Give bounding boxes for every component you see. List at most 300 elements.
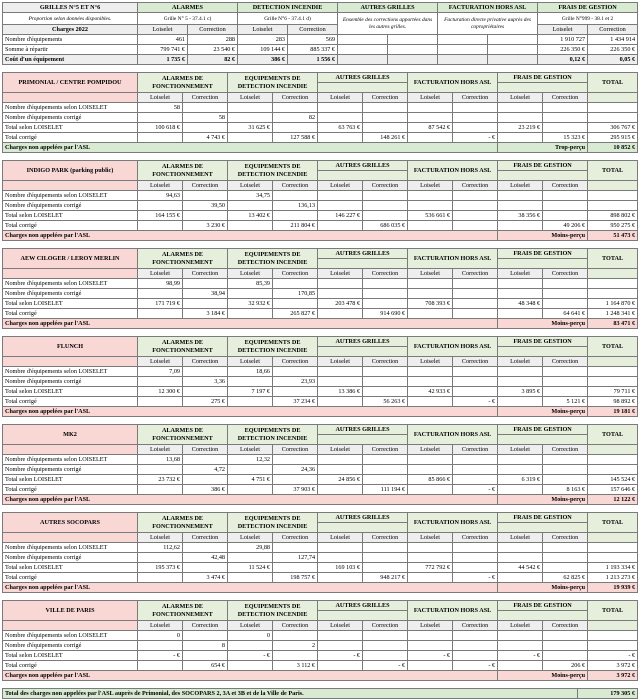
cell-total: 950 275 € bbox=[588, 221, 638, 231]
cell bbox=[183, 543, 228, 553]
subhdr-correction: Correction bbox=[273, 93, 318, 103]
cell-total: 1 193 334 € bbox=[588, 563, 638, 573]
subhdr-loiselet: Loiselet bbox=[138, 93, 183, 103]
row-label: Total selon LOISELET bbox=[3, 299, 138, 309]
cell bbox=[318, 465, 363, 475]
cell bbox=[363, 367, 408, 377]
cell: 12,32 bbox=[228, 455, 273, 465]
cell bbox=[338, 55, 388, 65]
cell: 4 743 € bbox=[183, 133, 228, 143]
row-nb-loiselet bbox=[3, 631, 638, 641]
col-alarmes-header: ALARMES DE FONCTIONNEMENT bbox=[138, 425, 228, 445]
col-total-header: TOTAL bbox=[588, 249, 638, 269]
subhdr-correction: Correction bbox=[183, 445, 228, 455]
cell bbox=[138, 377, 183, 387]
cell bbox=[453, 113, 498, 123]
cell bbox=[543, 465, 588, 475]
cell bbox=[183, 651, 228, 661]
cell bbox=[498, 309, 543, 319]
cell: 37 903 € bbox=[273, 485, 318, 495]
cell bbox=[543, 113, 588, 123]
cell bbox=[408, 133, 453, 143]
balance-label: Moins-perçu bbox=[498, 407, 588, 417]
cell bbox=[183, 631, 228, 641]
cell bbox=[318, 103, 363, 113]
cell bbox=[363, 289, 408, 299]
cell bbox=[318, 289, 363, 299]
cell bbox=[543, 631, 588, 641]
subhdr-loiselet: Loiselet bbox=[408, 269, 453, 279]
cell bbox=[273, 543, 318, 553]
subhdr-loiselet: Loiselet bbox=[138, 621, 183, 631]
cell: 206 € bbox=[543, 661, 588, 671]
charges-non-label: Charges non appelées par l'ASL bbox=[3, 671, 498, 681]
cell bbox=[453, 377, 498, 387]
cell bbox=[183, 103, 228, 113]
cell bbox=[498, 641, 543, 651]
subhdr-total-spacer bbox=[588, 621, 638, 631]
summary-row-label-cout: Coût d'un équipement bbox=[3, 55, 138, 65]
cell bbox=[318, 309, 363, 319]
cell bbox=[498, 543, 543, 553]
summary-sub-frais: Grille N°999 - 38.1 et 2 bbox=[538, 13, 638, 25]
cell bbox=[318, 661, 363, 671]
row-label: Total selon LOISELET bbox=[3, 387, 138, 397]
cell bbox=[318, 543, 363, 553]
cell: 56 263 € bbox=[363, 397, 408, 407]
subhdr-loiselet: Loiselet bbox=[228, 269, 273, 279]
cell bbox=[273, 563, 318, 573]
block-subheader-row bbox=[3, 269, 638, 279]
block-subheader-spacer bbox=[3, 93, 138, 103]
col-frais-header-2 bbox=[498, 171, 588, 181]
col-facturation-header: FACTURATION HORS ASL bbox=[408, 249, 498, 269]
cell bbox=[138, 661, 183, 671]
cell-total: - € bbox=[588, 651, 638, 661]
cell bbox=[453, 367, 498, 377]
summary-row-label-somme: Somme à répartir bbox=[3, 45, 138, 55]
cell bbox=[363, 455, 408, 465]
cell bbox=[408, 465, 453, 475]
summary-subhdr-2: Loiselet bbox=[238, 25, 288, 35]
col-autres-header: AUTRES GRILLES bbox=[318, 161, 408, 171]
cell bbox=[543, 299, 588, 309]
row-total-corrige bbox=[3, 309, 638, 319]
grand-total-label: Total des charges non appelées par l'ASL auprès de Primonial, des SOCOPARS 2, 3A et 3B et de la Ville de Paris. bbox=[3, 689, 578, 699]
cell bbox=[318, 367, 363, 377]
subhdr-loiselet: Loiselet bbox=[228, 357, 273, 367]
col-autres-header-2 bbox=[318, 611, 408, 621]
subhdr-correction: Correction bbox=[183, 93, 228, 103]
col-autres-header-2 bbox=[318, 347, 408, 357]
balance-value: 51 473 € bbox=[588, 231, 638, 241]
cell: 3 184 € bbox=[183, 309, 228, 319]
summary-sub-alarmes: Grille N° 5 - 37.4.1 c) bbox=[138, 13, 238, 25]
row-nb-corrige bbox=[3, 377, 638, 387]
col-frais-header: FRAIS DE GESTION bbox=[498, 73, 588, 83]
cell bbox=[588, 113, 638, 123]
block-subheader-spacer bbox=[3, 181, 138, 191]
cell: 24,36 bbox=[273, 465, 318, 475]
cell bbox=[273, 103, 318, 113]
col-frais-header-2 bbox=[498, 611, 588, 621]
row-label: Nombre d'équipements selon LOISELET bbox=[3, 543, 138, 553]
subhdr-loiselet: Loiselet bbox=[228, 445, 273, 455]
cell bbox=[363, 465, 408, 475]
row-label: Total corrigé bbox=[3, 661, 138, 671]
cell: 38,94 bbox=[183, 289, 228, 299]
subhdr-loiselet: Loiselet bbox=[408, 357, 453, 367]
cell bbox=[453, 289, 498, 299]
cell bbox=[318, 641, 363, 651]
cell-total: 98 892 € bbox=[588, 397, 638, 407]
cell bbox=[183, 123, 228, 133]
col-frais-header: FRAIS DE GESTION bbox=[498, 601, 588, 611]
row-label: Total selon LOISELET bbox=[3, 123, 138, 133]
col-frais-header: FRAIS DE GESTION bbox=[498, 513, 588, 523]
cell bbox=[318, 573, 363, 583]
block-table-4 bbox=[2, 424, 638, 505]
subhdr-correction: Correction bbox=[183, 533, 228, 543]
subhdr-correction: Correction bbox=[453, 445, 498, 455]
cell bbox=[498, 191, 543, 201]
cell: 29,88 bbox=[228, 543, 273, 553]
cell: 211 804 € bbox=[273, 221, 318, 231]
col-total-header: TOTAL bbox=[588, 425, 638, 445]
block-header-row bbox=[3, 513, 638, 523]
cell bbox=[453, 191, 498, 201]
balance-label: Moins-perçu bbox=[498, 671, 588, 681]
cell bbox=[273, 367, 318, 377]
cell bbox=[183, 475, 228, 485]
subhdr-total-spacer bbox=[588, 445, 638, 455]
row-charges-non-appelees bbox=[3, 495, 638, 505]
cell: 62 825 € bbox=[543, 573, 588, 583]
cell bbox=[228, 133, 273, 143]
cell bbox=[498, 201, 543, 211]
block-subheader-spacer bbox=[3, 269, 138, 279]
col-total-header: TOTAL bbox=[588, 513, 638, 533]
cell bbox=[453, 211, 498, 221]
summary-subhdr-9: Correction bbox=[588, 25, 638, 35]
cell bbox=[273, 651, 318, 661]
cell bbox=[408, 543, 453, 553]
cell bbox=[388, 55, 438, 65]
cell bbox=[138, 465, 183, 475]
cell bbox=[543, 543, 588, 553]
cell: 948 217 € bbox=[363, 573, 408, 583]
cell: 288 bbox=[188, 35, 238, 45]
cell: 0 bbox=[138, 631, 183, 641]
cell bbox=[338, 35, 388, 45]
cell bbox=[138, 201, 183, 211]
cell bbox=[228, 201, 273, 211]
cell: 0 bbox=[228, 631, 273, 641]
subhdr-total-spacer bbox=[588, 93, 638, 103]
cell bbox=[318, 553, 363, 563]
balance-label: Moins-perçu bbox=[498, 583, 588, 593]
grand-total-row bbox=[3, 689, 638, 699]
cell bbox=[438, 45, 488, 55]
summary-col-facturation: FACTURATION HORS ASL bbox=[438, 3, 538, 13]
cell bbox=[273, 475, 318, 485]
cell bbox=[318, 397, 363, 407]
cell bbox=[183, 387, 228, 397]
cell bbox=[498, 631, 543, 641]
cell bbox=[388, 45, 438, 55]
subhdr-loiselet: Loiselet bbox=[318, 621, 363, 631]
block-subheader-spacer bbox=[3, 621, 138, 631]
subhdr-loiselet: Loiselet bbox=[498, 621, 543, 631]
cell: 169 103 € bbox=[318, 563, 363, 573]
row-nb-corrige bbox=[3, 641, 638, 651]
row-total-loiselet bbox=[3, 475, 638, 485]
col-detection-header: EQUIPEMENTS DE DETECTION INCENDIE bbox=[228, 249, 318, 269]
summary-col-autres: AUTRES GRILLES bbox=[338, 3, 438, 13]
balance-value: 19 939 € bbox=[588, 583, 638, 593]
cell: 7,09 bbox=[138, 367, 183, 377]
charges-non-label: Charges non appelées par l'ASL bbox=[3, 319, 498, 329]
cell: 42,48 bbox=[183, 553, 228, 563]
row-total-corrige bbox=[3, 221, 638, 231]
subhdr-loiselet: Loiselet bbox=[498, 93, 543, 103]
summary-subtitle-row bbox=[3, 13, 638, 25]
cell-total: 898 802 € bbox=[588, 211, 638, 221]
subhdr-loiselet: Loiselet bbox=[228, 181, 273, 191]
cell: 226 350 € bbox=[538, 45, 588, 55]
cell bbox=[228, 309, 273, 319]
charges-non-label: Charges non appelées par l'ASL bbox=[3, 143, 498, 153]
subhdr-loiselet: Loiselet bbox=[228, 533, 273, 543]
cell bbox=[588, 201, 638, 211]
block-header-row bbox=[3, 425, 638, 435]
col-detection-header: EQUIPEMENTS DE DETECTION INCENDIE bbox=[228, 601, 318, 621]
subhdr-correction: Correction bbox=[543, 93, 588, 103]
row-nb-corrige bbox=[3, 553, 638, 563]
cell bbox=[318, 221, 363, 231]
row-label: Nombre d'équipements corrigé bbox=[3, 641, 138, 651]
col-autres-header: AUTRES GRILLES bbox=[318, 425, 408, 435]
row-label: Total selon LOISELET bbox=[3, 563, 138, 573]
cell: 386 € bbox=[238, 55, 288, 65]
cell: 1 434 914 bbox=[588, 35, 638, 45]
cell bbox=[588, 641, 638, 651]
cell bbox=[363, 631, 408, 641]
subhdr-correction: Correction bbox=[363, 269, 408, 279]
subhdr-correction: Correction bbox=[183, 269, 228, 279]
block-subheader-row bbox=[3, 533, 638, 543]
cell bbox=[183, 299, 228, 309]
cell: 64 641 € bbox=[543, 309, 588, 319]
cell bbox=[363, 279, 408, 289]
subhdr-correction: Correction bbox=[543, 621, 588, 631]
cell bbox=[228, 465, 273, 475]
row-total-corrige bbox=[3, 573, 638, 583]
cell bbox=[138, 397, 183, 407]
cell bbox=[138, 573, 183, 583]
subhdr-correction: Correction bbox=[363, 357, 408, 367]
cell bbox=[498, 221, 543, 231]
cell bbox=[453, 553, 498, 563]
cell bbox=[588, 455, 638, 465]
summary-subhdr-8: Loiselet bbox=[538, 25, 588, 35]
subhdr-correction: Correction bbox=[273, 269, 318, 279]
cell bbox=[363, 553, 408, 563]
cell: 8 163 € bbox=[543, 485, 588, 495]
subhdr-loiselet: Loiselet bbox=[498, 181, 543, 191]
balance-label: Trop-perçu bbox=[498, 143, 588, 153]
cell: 3 474 € bbox=[183, 573, 228, 583]
row-nb-corrige bbox=[3, 465, 638, 475]
cell bbox=[183, 211, 228, 221]
row-label: Nombre d'équipements corrigé bbox=[3, 553, 138, 563]
cell: - € bbox=[138, 651, 183, 661]
cell bbox=[543, 367, 588, 377]
cell: 1 556 € bbox=[288, 55, 338, 65]
cell bbox=[588, 465, 638, 475]
cell bbox=[588, 543, 638, 553]
subhdr-correction: Correction bbox=[543, 357, 588, 367]
subhdr-total-spacer bbox=[588, 533, 638, 543]
row-label: Nombre d'équipements selon LOISELET bbox=[3, 367, 138, 377]
cell bbox=[498, 553, 543, 563]
row-nb-loiselet bbox=[3, 103, 638, 113]
row-label: Nombre d'équipements selon LOISELET bbox=[3, 279, 138, 289]
row-total-loiselet bbox=[3, 651, 638, 661]
cell bbox=[488, 35, 538, 45]
row-charges-non-appelees bbox=[3, 583, 638, 593]
cell: 82 bbox=[273, 113, 318, 123]
col-autres-header-2 bbox=[318, 259, 408, 269]
cell bbox=[363, 211, 408, 221]
cell bbox=[453, 299, 498, 309]
cell: 11 524 € bbox=[228, 563, 273, 573]
cell bbox=[453, 103, 498, 113]
cell: 42 933 € bbox=[408, 387, 453, 397]
subhdr-loiselet: Loiselet bbox=[138, 445, 183, 455]
cell bbox=[498, 465, 543, 475]
cell bbox=[408, 279, 453, 289]
row-label: Nombre d'équipements selon LOISELET bbox=[3, 191, 138, 201]
cell: 48 348 € bbox=[498, 299, 543, 309]
col-detection-header: EQUIPEMENTS DE DETECTION INCENDIE bbox=[228, 73, 318, 93]
cell bbox=[363, 387, 408, 397]
cell: 112,62 bbox=[138, 543, 183, 553]
grand-total-value: 179 305 € bbox=[578, 689, 638, 699]
cell bbox=[498, 455, 543, 465]
cell bbox=[363, 113, 408, 123]
col-autres-header-2 bbox=[318, 171, 408, 181]
subhdr-correction: Correction bbox=[453, 621, 498, 631]
cell bbox=[453, 563, 498, 573]
cell bbox=[453, 475, 498, 485]
cell bbox=[588, 289, 638, 299]
block-entity-name: MK2 bbox=[3, 425, 138, 445]
row-label: Nombre d'équipements corrigé bbox=[3, 289, 138, 299]
cell: 283 bbox=[238, 35, 288, 45]
cell bbox=[318, 201, 363, 211]
cell bbox=[453, 279, 498, 289]
cell bbox=[498, 377, 543, 387]
cell: 15 323 € bbox=[543, 133, 588, 143]
cell: 146 227 € bbox=[318, 211, 363, 221]
col-frais-header: FRAIS DE GESTION bbox=[498, 161, 588, 171]
cell bbox=[588, 631, 638, 641]
cell: 111 194 € bbox=[363, 485, 408, 495]
cell bbox=[408, 485, 453, 495]
subhdr-correction: Correction bbox=[363, 621, 408, 631]
col-total-header: TOTAL bbox=[588, 161, 638, 181]
subhdr-correction: Correction bbox=[453, 357, 498, 367]
balance-value: 12 122 € bbox=[588, 495, 638, 505]
col-detection-header: EQUIPEMENTS DE DETECTION INCENDIE bbox=[228, 161, 318, 181]
cell bbox=[228, 553, 273, 563]
row-nb-corrige bbox=[3, 289, 638, 299]
balance-label: Moins-perçu bbox=[498, 231, 588, 241]
row-label: Total corrigé bbox=[3, 309, 138, 319]
block-table-1 bbox=[2, 160, 638, 241]
block-entity-name: PRIMONIAL / CENTRE POMPIDOU bbox=[3, 73, 138, 93]
cell bbox=[488, 45, 538, 55]
col-frais-header-2 bbox=[498, 259, 588, 269]
cell: 461 bbox=[138, 35, 188, 45]
row-label: Total selon LOISELET bbox=[3, 651, 138, 661]
cell bbox=[363, 123, 408, 133]
block-entity-name: FLUNCH bbox=[3, 337, 138, 357]
subhdr-correction: Correction bbox=[363, 93, 408, 103]
cell: 24 856 € bbox=[318, 475, 363, 485]
cell bbox=[408, 289, 453, 299]
summary-row-nb bbox=[3, 35, 638, 45]
cell bbox=[543, 641, 588, 651]
cell bbox=[388, 35, 438, 45]
cell bbox=[498, 103, 543, 113]
cell: 2 bbox=[273, 641, 318, 651]
col-autres-header: AUTRES GRILLES bbox=[318, 73, 408, 83]
col-autres-header: AUTRES GRILLES bbox=[318, 249, 408, 259]
cell bbox=[273, 191, 318, 201]
balance-value: 3 972 € bbox=[588, 671, 638, 681]
cell bbox=[228, 113, 273, 123]
cell: 87 542 € bbox=[408, 123, 453, 133]
col-frais-header-2 bbox=[498, 435, 588, 445]
entity-blocks bbox=[2, 72, 637, 681]
cell: 708 393 € bbox=[408, 299, 453, 309]
summary-sub-autres: Ensemble des corrections apportées dans les autres grilles. bbox=[338, 13, 438, 35]
cell: 1 735 € bbox=[138, 55, 188, 65]
cell bbox=[363, 201, 408, 211]
cell bbox=[408, 397, 453, 407]
balance-label: Moins-perçu bbox=[498, 319, 588, 329]
cell: 3 230 € bbox=[183, 221, 228, 231]
cell-total: 1 248 341 € bbox=[588, 309, 638, 319]
row-nb-loiselet bbox=[3, 279, 638, 289]
col-total-header: TOTAL bbox=[588, 601, 638, 621]
cell: 127 588 € bbox=[273, 133, 318, 143]
subhdr-correction: Correction bbox=[453, 93, 498, 103]
cell: 58 bbox=[138, 103, 183, 113]
block-subheader-row bbox=[3, 93, 638, 103]
cell bbox=[543, 191, 588, 201]
cell: - € bbox=[228, 651, 273, 661]
cell bbox=[408, 573, 453, 583]
cell: 85,39 bbox=[228, 279, 273, 289]
row-label: Nombre d'équipements corrigé bbox=[3, 113, 138, 123]
cell bbox=[228, 397, 273, 407]
cell bbox=[408, 221, 453, 231]
col-autres-header: AUTRES GRILLES bbox=[318, 513, 408, 523]
subhdr-correction: Correction bbox=[273, 621, 318, 631]
